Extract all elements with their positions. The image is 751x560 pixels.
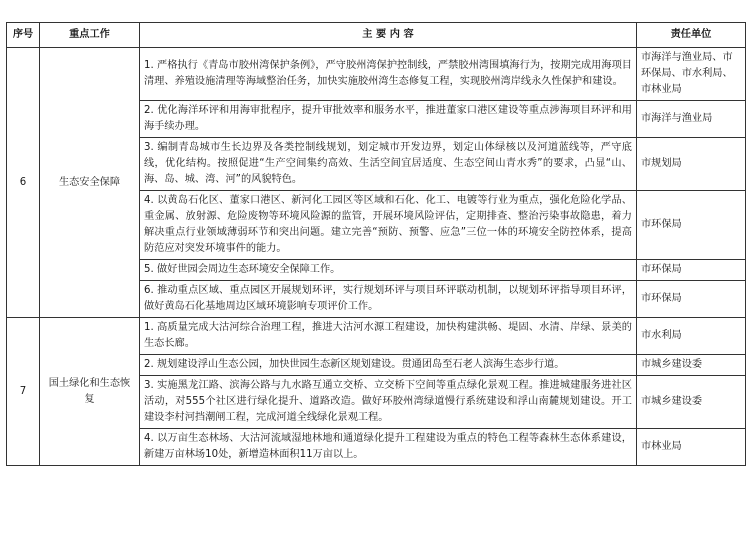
row-unit: 市环保局 [637, 260, 746, 281]
header-num: 序号 [7, 23, 40, 48]
row-content: 1. 严格执行《青岛市胶州湾保护条例》，严守胶州湾保护控制线，严禁胶州湾围填海行为，按期完成用海项目清理、养殖设施清理等海域整治任务，加快实施胶州湾生态修复工程，实现胶州湾岸线永久性保护和建设。 [140, 48, 637, 101]
work-table [6, 22, 746, 466]
row-unit: 市环保局 [637, 281, 746, 318]
table-row [7, 318, 746, 355]
row-unit: 市城乡建设委 [637, 376, 746, 429]
group-category: 生态安全保障 [40, 48, 140, 318]
group-number: 7 [7, 318, 40, 466]
group-number: 6 [7, 48, 40, 318]
row-unit: 市海洋与渔业局、市环保局、市水利局、市林业局 [637, 48, 746, 101]
row-unit: 市城乡建设委 [637, 355, 746, 376]
row-content: 6. 推动重点区域、重点园区开展规划环评，实行规划环评与项目环评联动机制，以规划环评指导项目环评，做好黄岛石化基地周边区域环境影响专项评价工作。 [140, 281, 637, 318]
row-unit: 市水利局 [637, 318, 746, 355]
row-content: 5. 做好世园会周边生态环境安全保障工作。 [140, 260, 637, 281]
row-content: 2. 优化海洋环评和用海审批程序，提升审批效率和服务水平，推进董家口港区建设等重点涉海项目环评和用海手续办理。 [140, 101, 637, 138]
row-content: 3. 编制青岛城市生长边界及各类控制线规划，划定城市开发边界，划定山体绿核以及河道蓝线等，严守底线，优化结构。按照促进“生产空间集约高效、生活空间宜居适度、生态空间山青水秀”的要求，凸显“山、海、岛、城、湾、河”的风貌特色。 [140, 138, 637, 191]
row-content: 3. 实施黑龙江路、滨海公路与九水路互通立交桥、立交桥下空间等重点绿化景观工程。推进城建服务进社区活动，对555个社区进行绿化提升、道路改造。做好环胶州湾绿道慢行系统建设和浮山南麓规划建设。开工建设李村河挡潮闸工程，完成河道全线绿化景观工程。 [140, 376, 637, 429]
row-unit: 市环保局 [637, 191, 746, 260]
header-unit: 责任单位 [637, 23, 746, 48]
header-content: 主 要 内 容 [140, 23, 637, 48]
group-category: 国土绿化和生态恢复 [40, 318, 140, 466]
table-header-row [7, 23, 746, 48]
row-unit: 市规划局 [637, 138, 746, 191]
table-row [7, 48, 746, 101]
row-content: 1. 高质量完成大沽河综合治理工程，推进大沽河水源工程建设，加快构建洪畅、堤固、水清、岸绿、景美的生态长廊。 [140, 318, 637, 355]
row-content: 4. 以万亩生态林场、大沽河流域湿地林地和通道绿化提升工程建设为重点的特色工程等森林生态体系建设，新建万亩林场10处，新增造林面积11万亩以上。 [140, 429, 637, 466]
header-focus: 重点工作 [40, 23, 140, 48]
row-unit: 市林业局 [637, 429, 746, 466]
row-content: 2. 规划建设浮山生态公园，加快世园生态新区规划建设。贯通团岛至石老人滨海生态步行道。 [140, 355, 637, 376]
row-unit: 市海洋与渔业局 [637, 101, 746, 138]
row-content: 4. 以黄岛石化区、董家口港区、新河化工园区等区域和石化、化工、电镀等行业为重点，强化危险化学品、重金属、放射源、危险废物等环境风险源的监管，开展环境风险评估，定期排查、整治污染事故隐患，着力解决重点行业领域薄弱环节和突出问题。建立完善“预防、预警、应急”三位一体的环境安全防控体系，提高防范应对突发环境事件的能力。 [140, 191, 637, 260]
